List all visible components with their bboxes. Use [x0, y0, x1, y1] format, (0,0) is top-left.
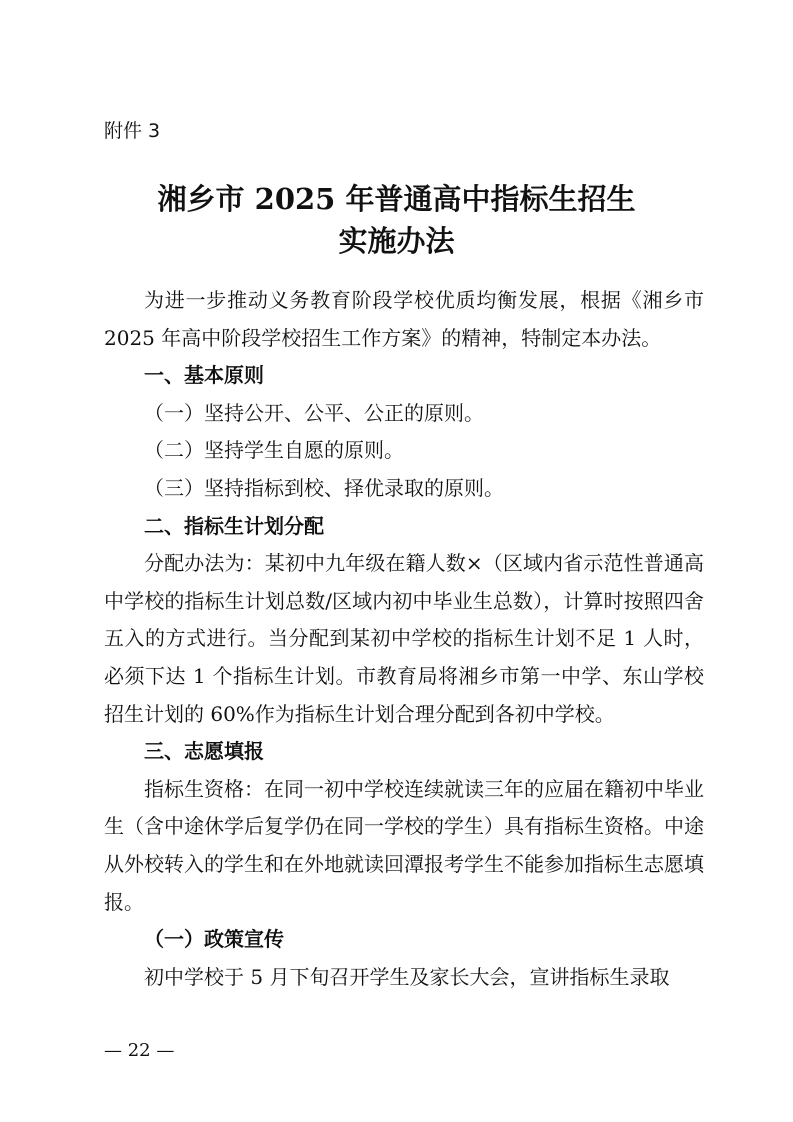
paragraph-eligibility: 指标生资格：在同一初中学校连续就读三年的应届在籍初中毕业生（含中途休学后复学仍在同一学校的学生）具有指标生资格。中途从外校转入的学生和在外地就读回潭报考学生不能参加指标生志愿填报。 [104, 776, 704, 914]
attachment-label: 附件 3 [104, 120, 161, 142]
heading-application: 三、志愿填报 [144, 739, 264, 764]
principle-item-2: （二）坚持学生自愿的原则。 [144, 438, 404, 463]
principle-item-1: （一）坚持公开、公平、公正的原则。 [144, 400, 484, 425]
page-number: — 22 — [104, 1040, 175, 1061]
title-line-2: 实施办法 [338, 224, 455, 258]
heading-basic-principles: 一、基本原则 [144, 363, 264, 388]
subheading-policy-publicity: （一）政策宣传 [144, 927, 284, 952]
paragraph-publicity: 初中学校于 5 月下旬召开学生及家长大会，宣讲指标生录取 [144, 964, 670, 989]
paragraph-intro: 为进一步推动义务教育阶段学校优质均衡发展，根据《湘乡市 2025 年高中阶段学校招生工作方案》的精神，特制定本办法。 [104, 288, 704, 350]
document-body [104, 282, 704, 996]
paragraph-allocation-method: 分配办法为：某初中九年级在籍人数×（区域内省示范性普通高中学校的指标生计划总数/区域内初中毕业生总数），计算时按照四舍五入的方式进行。当分配到某初中学校的指标生计划不足 1 人时，必须下达 1 个指标生计划。市教育局将湘乡市第一中学、东山学校招生计划的 60%作为指标生计划合理分配到各初中学校。 [104, 551, 704, 726]
title-line-1: 湘乡市 2025 年普通高中指标生招生 [157, 182, 636, 216]
document-title [0, 178, 793, 262]
principle-item-3: （三）坚持指标到校、择优录取的原则。 [144, 475, 504, 500]
heading-quota-allocation: 二、指标生计划分配 [144, 513, 324, 538]
